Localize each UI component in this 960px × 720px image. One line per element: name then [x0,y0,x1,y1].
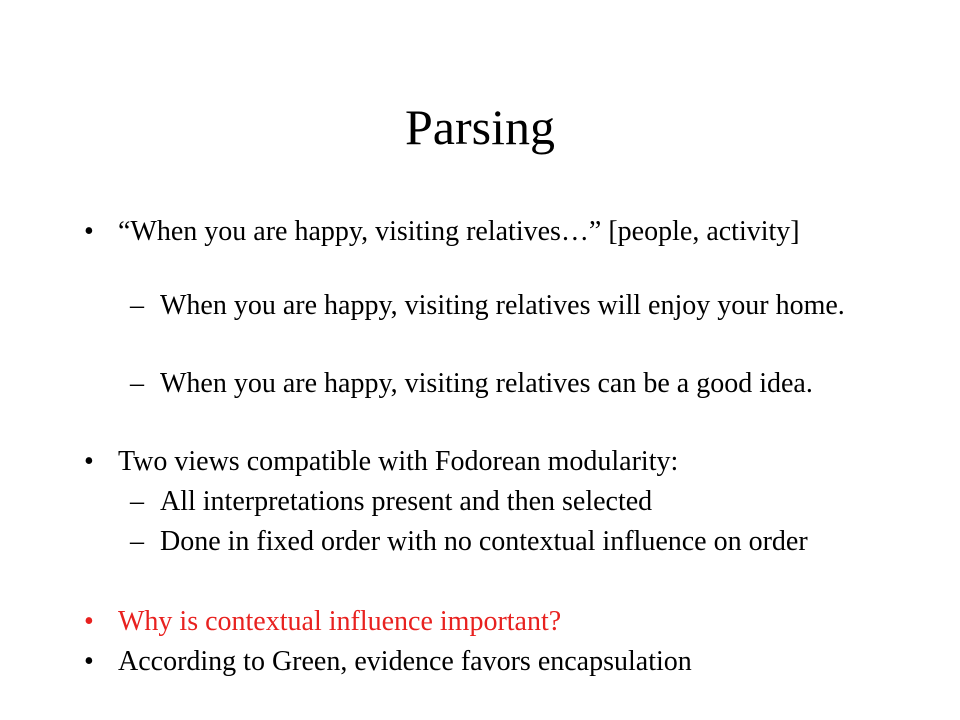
bullet-marker: • [84,216,94,247]
sub-bullet-item-1 [130,288,875,324]
bullet-text: Two views compatible with Fodorean modularity: [118,446,679,477]
bullet-marker: • [84,606,94,637]
dash-marker: – [130,368,144,399]
bullet-item-3 [84,604,874,640]
dash-marker: – [130,486,144,517]
sub-bullet-item-2 [130,366,875,402]
bullet-marker: • [84,646,94,677]
slide-title: Parsing [405,99,555,155]
sub-bullet-item-4 [130,524,875,560]
sub-bullet-text: When you are happy, visiting relatives will enjoy your home. [160,290,845,321]
bullet-text: “When you are happy, visiting relatives…” [people, activity] [118,216,800,247]
bullet-item-2 [84,444,874,480]
dash-marker: – [130,290,144,321]
bullet-marker: • [84,446,94,477]
bullet-item-4 [84,644,874,680]
sub-bullet-item-3 [130,484,875,520]
sub-bullet-text: When you are happy, visiting relatives can be a good idea. [160,368,813,399]
sub-bullet-text: Done in fixed order with no contextual influence on order [160,526,808,557]
dash-marker: – [130,526,144,557]
bullet-text: According to Green, evidence favors encapsulation [118,646,692,677]
bullet-item-1 [84,214,874,250]
sub-bullet-text: All interpretations present and then selected [160,486,653,517]
bullet-text: Why is contextual influence important? [118,606,562,637]
